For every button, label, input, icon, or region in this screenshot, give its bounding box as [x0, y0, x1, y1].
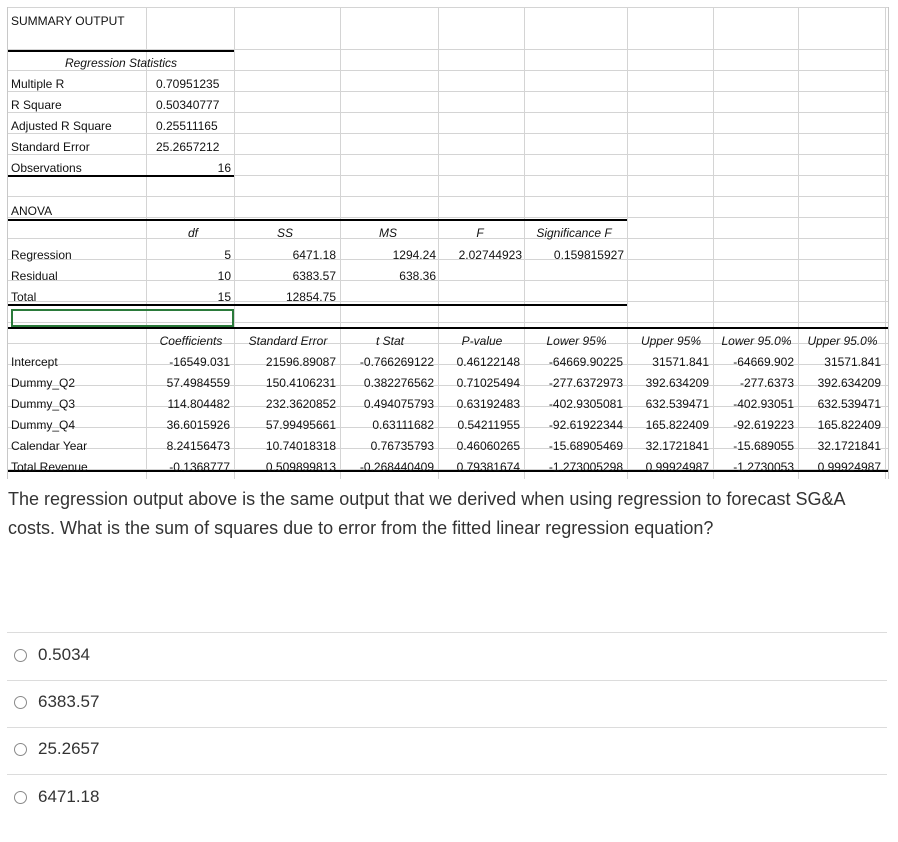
coef-header: Lower 95% — [546, 334, 607, 348]
anova-header: df — [187, 226, 198, 240]
coef-value: 0.63111682 — [372, 418, 434, 432]
stat-value: 0.50340777 — [156, 98, 220, 112]
coef-value: -402.9305081 — [548, 397, 623, 411]
coef-row-label: Total Revenue — [11, 460, 88, 474]
option-divider — [7, 632, 887, 633]
coef-header: Upper 95.0% — [807, 334, 878, 348]
coef-value: 0.46060265 — [456, 439, 520, 453]
stat-label: Standard Error — [11, 140, 90, 154]
anova-header: SS — [276, 226, 293, 240]
coef-value: 165.822409 — [817, 418, 881, 432]
anova-ss-value: 6471.18 — [292, 248, 336, 262]
coef-value: 0.494075793 — [363, 397, 434, 411]
coef-value: 10.74018318 — [265, 439, 336, 453]
coef-value: -1.273005298 — [548, 460, 623, 474]
coef-value: 392.634209 — [645, 376, 709, 390]
coef-value: 32.1721841 — [817, 439, 881, 453]
coef-value: 114.804482 — [167, 397, 230, 411]
radio-button[interactable] — [14, 743, 27, 756]
coef-value: -92.619223 — [733, 418, 794, 432]
option-divider — [7, 727, 887, 728]
coef-value: -0.268440409 — [359, 460, 434, 474]
coef-value: -0.766269122 — [359, 355, 434, 369]
coef-row-label: Intercept — [11, 355, 58, 369]
selected-cell — [11, 309, 234, 327]
anova-title: ANOVA — [11, 204, 53, 218]
coef-row-label: Dummy_Q2 — [11, 376, 76, 390]
coef-value: 165.822409 — [645, 418, 709, 432]
radio-button[interactable] — [14, 696, 27, 709]
coef-header: Standard Error — [248, 334, 328, 348]
coef-value: 21596.89087 — [265, 355, 336, 369]
stat-value: 16 — [217, 161, 231, 175]
stat-value: 0.70951235 — [156, 77, 220, 91]
coef-value: -16549.031 — [169, 355, 230, 369]
anova-sig-value: 0.159815927 — [553, 248, 624, 262]
stat-value: 0.25511165 — [156, 119, 218, 133]
coef-value: 632.539471 — [645, 397, 709, 411]
coef-header: Coefficients — [159, 334, 223, 348]
coef-value: 36.6015926 — [166, 418, 230, 432]
coef-value: 31571.841 — [824, 355, 881, 369]
coef-value: -277.6372973 — [548, 376, 623, 390]
radio-button[interactable] — [14, 649, 27, 662]
coef-value: -92.61922344 — [548, 418, 623, 432]
coef-value: 32.1721841 — [645, 439, 709, 453]
answer-option-2[interactable] — [14, 692, 99, 712]
radio-button[interactable] — [14, 791, 27, 804]
stat-label: Adjusted R Square — [11, 119, 112, 133]
coef-value: 0.76735793 — [370, 439, 434, 453]
coef-value: -1.2730053 — [733, 460, 794, 474]
coef-header: P-value — [461, 334, 503, 348]
coef-value: 0.54211955 — [457, 418, 520, 432]
anova-df-value: 5 — [224, 248, 231, 262]
coef-value: 0.46122148 — [456, 355, 520, 369]
question-text: The regression output above is the same output that we derived when using regression to forecast SG&A costs. What is the sum of squares due to error from the fitted linear regression equation? — [8, 489, 845, 538]
coef-row-label: Calendar Year — [11, 439, 88, 453]
option-divider — [7, 774, 887, 775]
coef-value: -64669.902 — [733, 355, 794, 369]
coef-value: 57.4984559 — [166, 376, 230, 390]
coef-value: 8.24156473 — [166, 439, 230, 453]
coef-value: 0.79381674 — [456, 460, 520, 474]
coef-value: 0.99924987 — [817, 460, 881, 474]
anova-row-label: Regression — [11, 248, 72, 262]
coef-value: -15.689055 — [733, 439, 794, 453]
answer-option-4[interactable] — [14, 787, 99, 807]
coef-value: 232.3620852 — [265, 397, 336, 411]
summary-title: SUMMARY OUTPUT — [11, 14, 125, 28]
anova-ss-value: 12854.75 — [285, 290, 336, 304]
stat-value: 25.2657212 — [156, 140, 220, 154]
stat-label: R Square — [11, 98, 62, 112]
anova-df-value: 10 — [217, 269, 231, 283]
answer-option-3[interactable] — [14, 739, 99, 759]
anova-row-label: Residual — [11, 269, 58, 283]
anova-row-label: Total — [11, 290, 37, 304]
stat-label: Observations — [11, 161, 82, 175]
anova-df-value: 15 — [217, 290, 231, 304]
option-label: 0.5034 — [38, 645, 90, 664]
anova-header: Significance F — [536, 226, 612, 240]
regression-output-sheet — [7, 7, 889, 479]
answer-option-1[interactable] — [14, 645, 90, 665]
anova-header: MS — [379, 226, 397, 240]
regression-statistics-header: Regression Statistics — [64, 56, 178, 70]
coef-value: 0.63192483 — [456, 397, 520, 411]
coef-value: 632.539471 — [817, 397, 881, 411]
coef-header: Upper 95% — [640, 334, 702, 348]
coef-value: 31571.841 — [652, 355, 709, 369]
coef-header: Lower 95.0% — [721, 334, 792, 348]
option-divider — [7, 680, 887, 681]
anova-ms-value: 1294.24 — [392, 248, 436, 262]
coef-value: 0.382276562 — [363, 376, 434, 390]
option-label: 6383.57 — [38, 692, 100, 711]
coef-value: -402.93051 — [733, 397, 794, 411]
stat-label: Multiple R — [11, 77, 65, 91]
coef-value: 57.99495661 — [265, 418, 336, 432]
coef-value: 150.4106231 — [265, 376, 336, 390]
coef-value: -64669.90225 — [548, 355, 623, 369]
coef-value: -277.6373 — [739, 376, 794, 390]
option-label: 6471.18 — [38, 787, 100, 806]
coef-row-label: Dummy_Q3 — [11, 397, 76, 411]
option-label: 25.2657 — [38, 739, 100, 758]
anova-f-value: 2.02744923 — [458, 248, 522, 262]
coef-row-label: Dummy_Q4 — [11, 418, 76, 432]
coef-value: 0.71025494 — [456, 376, 520, 390]
coef-value: 0.99924987 — [645, 460, 709, 474]
coef-value: 0.509899813 — [265, 460, 336, 474]
anova-ss-value: 6383.57 — [292, 269, 336, 283]
coef-value: -15.68905469 — [548, 439, 623, 453]
coef-header: t Stat — [375, 334, 404, 348]
coef-value: -0.1368777 — [169, 460, 230, 474]
anova-header: F — [476, 226, 484, 240]
coef-value: 392.634209 — [817, 376, 881, 390]
anova-ms-value: 638.36 — [399, 269, 436, 283]
